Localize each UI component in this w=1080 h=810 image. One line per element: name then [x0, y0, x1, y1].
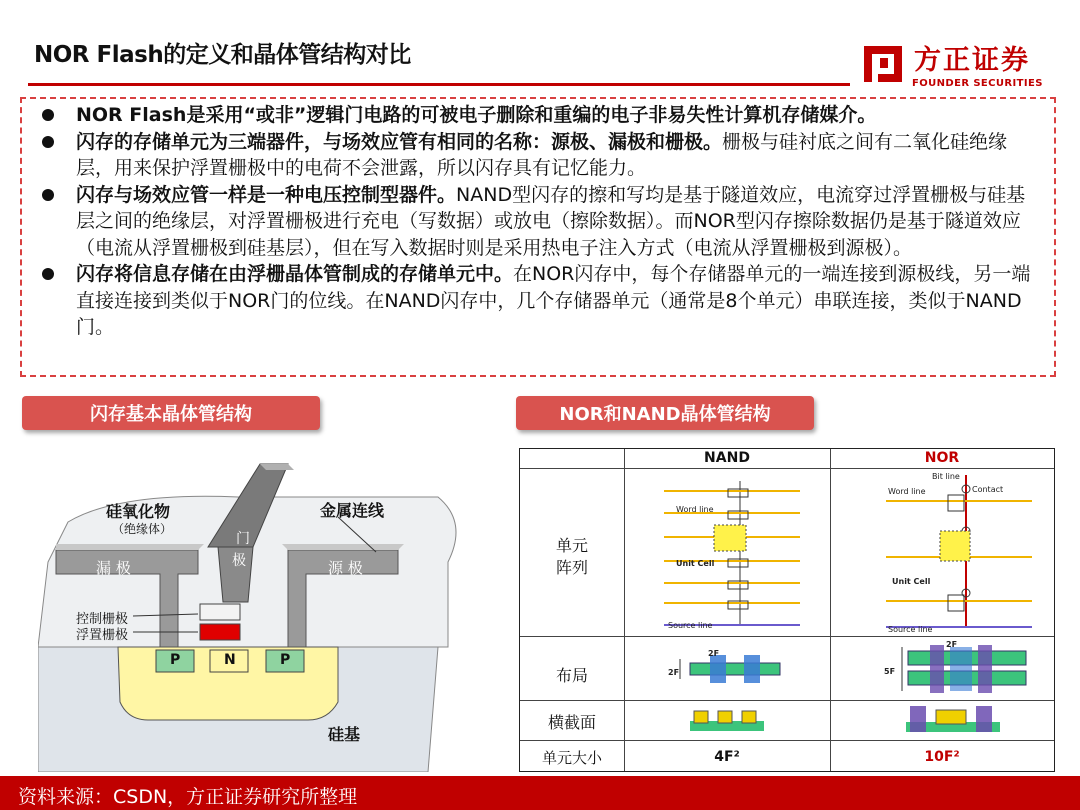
nor-unit-cell: Unit Cell: [892, 577, 931, 586]
bullet-text: 栅极与硅衬底之间有二氧化硅绝缘层，用来保护浮置栅极中的电荷不会泄露，所以闪存具有记忆能力。: [76, 130, 1008, 179]
nor-5f: 5F: [884, 667, 896, 676]
nor-cross-section: [904, 704, 1004, 738]
logo-chinese-name: 方正证券: [914, 45, 1030, 76]
nand-source-line: Source line: [668, 621, 713, 630]
label-n: N: [224, 652, 236, 668]
section-header-nor-nand: NOR和NAND晶体管结构: [516, 396, 814, 430]
bullet-bold: 闪存的存储单元为三端器件，与场效应管有相同的名称：源极、漏极和栅极。: [76, 130, 723, 153]
nand-2f-top: 2F: [708, 649, 720, 658]
label-control-gate: 控制栅极: [76, 612, 129, 627]
label-oxide: 硅氧化物: [106, 502, 171, 521]
section-header-transistor: 闪存基本晶体管结构: [22, 396, 320, 430]
nand-word-line: Word line: [676, 505, 714, 514]
bullet-item: [40, 102, 1040, 129]
page-title: NOR Flash的定义和晶体管结构对比: [34, 42, 411, 68]
nand-cross-section: [688, 707, 768, 735]
footer-source: 资料来源：CSDN，方正证券研究所整理: [18, 786, 358, 808]
founder-logo-icon: [858, 38, 908, 86]
label-gate-2: 极: [232, 553, 246, 569]
nor-cell-size: 10F²: [924, 749, 960, 765]
label-drain: 漏 极: [96, 559, 131, 577]
nand-cell-size: 4F²: [714, 749, 740, 765]
label-gate: 门: [236, 531, 250, 547]
founder-logo: [858, 38, 1058, 94]
nor-bit-line: Bit line: [932, 472, 960, 481]
nor-source-line: Source line: [888, 625, 933, 634]
title-divider: [28, 83, 850, 86]
bullet-item: [40, 129, 1040, 182]
label-substrate: 硅基: [328, 725, 361, 744]
logo-english-name: FOUNDER SECURITIES: [912, 78, 1043, 89]
label-p-left: P: [170, 652, 181, 668]
transistor-diagram: [38, 452, 478, 772]
nand-2f-left: 2F: [668, 668, 680, 677]
nand-unit-cell: Unit Cell: [676, 559, 715, 568]
row-label-array: 单元 阵列: [555, 536, 588, 577]
col-header-nor: NOR: [924, 450, 960, 466]
bullet-text: NAND型闪存的擦和写均是基于隧道效应，电流穿过浮置栅极与硅基层之间的绝缘层，对浮置栅极进行充电（写数据）或放电（擦除数据）。而NOR型闪存擦除数据仍是基于隧道效应（电流从浮置栅极到硅基层），但在写入数据时则是采用热电子注入方式（电流从浮置栅极到源极）。: [76, 183, 1026, 259]
nand-layout-illustration: [670, 645, 790, 693]
summary-list: [40, 102, 1040, 341]
bullet-bold: 闪存将信息存储在由浮栅晶体管制成的存储单元中。: [76, 263, 514, 285]
nor-layout-illustration: [900, 643, 1040, 695]
label-insulator: （绝缘体）: [112, 522, 173, 536]
nor-2f: 2F: [946, 640, 958, 649]
bullet-item: [40, 261, 1040, 341]
label-metal: 金属连线: [320, 501, 385, 520]
nor-word-line: Word line: [888, 487, 926, 496]
row-label-size: 单元大小: [541, 749, 602, 767]
bullet-bold: 闪存与场效应管一样是一种电压控制型器件。: [76, 183, 457, 206]
label-source: 源 极: [328, 559, 363, 577]
bullet-text: 在NOR闪存中，每个存储器单元的一端连接到源极线，另一端直接连接到类似于NOR门的位线。在NAND闪存中，几个存储器单元（通常是8个单元）串联连接，类似于NAND门。: [76, 263, 1031, 338]
label-p-right: P: [280, 652, 291, 668]
bullet-bold: NOR Flash是采用“或非”逻辑门电路的可被电子删除和重编的电子非易失性计算机存储媒介。: [76, 104, 877, 126]
bullet-item: [40, 182, 1040, 262]
row-label-cross: 横截面: [547, 713, 596, 732]
nor-contact: Contact: [972, 485, 1004, 494]
nand-array-illustration: [660, 475, 810, 635]
row-label-layout: 布局: [555, 666, 588, 685]
label-floating-gate: 浮置栅极: [76, 628, 129, 643]
col-header-nand: NAND: [704, 450, 750, 466]
nor-nand-table: [519, 448, 1055, 772]
footer-bar: [0, 776, 1080, 810]
